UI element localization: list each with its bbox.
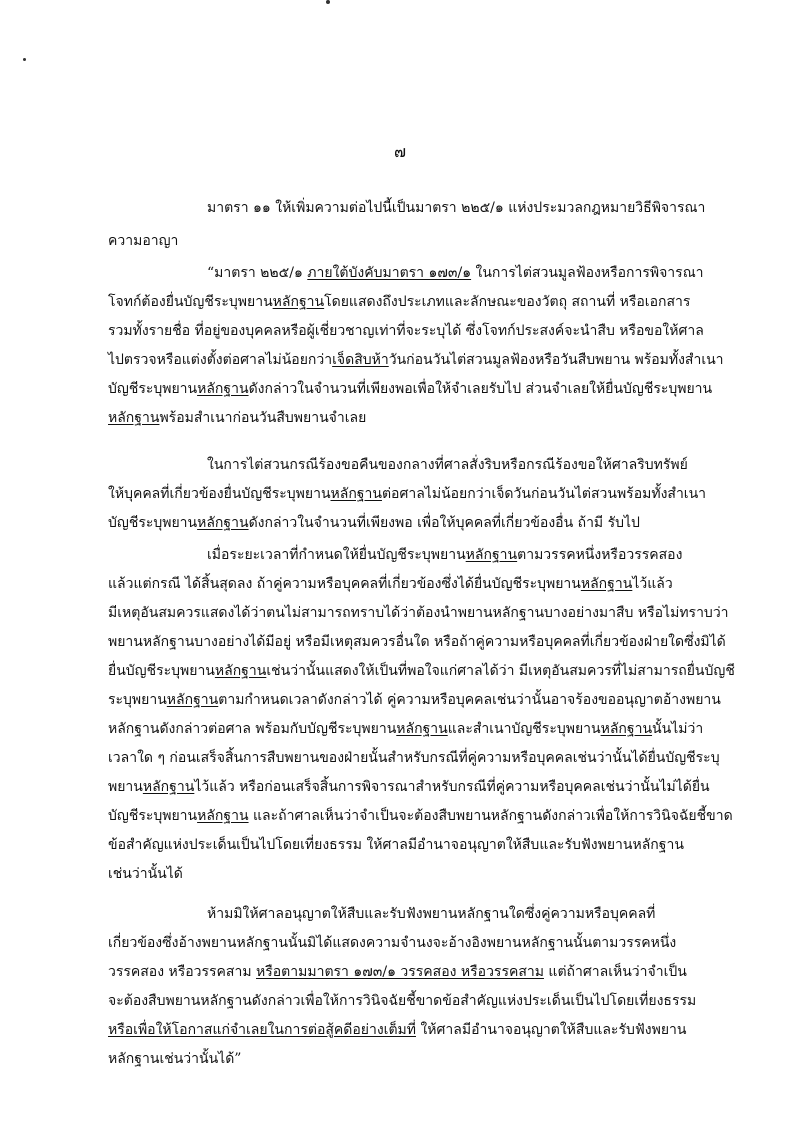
text-run: ในการไต่สวนมูลฟ้องหรือการพิจารณา [471, 265, 704, 281]
text-line [108, 661, 735, 681]
underlined-text: หลักฐาน [166, 692, 219, 708]
text-run: ความอาญา [108, 233, 179, 249]
text-line [108, 690, 721, 710]
underlined-text: หลักฐาน [396, 721, 448, 737]
text-run: ข้อสำคัญแห่งประเด็นเป็นไปโดยเที่ยงธรรม ให้ศาลมีอำนาจอนุญาตให้สืบและรับฟังพยานหลักฐาน [108, 837, 684, 853]
underlined-text: หลักฐาน [330, 486, 382, 502]
underlined-text: หลักฐาน [465, 547, 518, 563]
page-number: ๗ [393, 142, 407, 161]
text-run: วรรคสอง หรือวรรคสาม [108, 964, 257, 980]
text-line [207, 545, 687, 565]
text-line [108, 1049, 688, 1069]
text-run: ตามวรรคหนึ่งหรือวรรคสอง [517, 547, 683, 563]
text-line [108, 748, 720, 768]
text-run: เกี่ยวข้องซึ่งอ้างพยานหลักฐานนั้นมิได้แสดงความจำนงจะอ้างอิงพยานหลักฐานนั้นตามวรรคหนึ่ง [108, 935, 677, 951]
text-line [108, 991, 697, 1011]
text-run: ให้ศาลมีอำนาจอนุญาตให้สืบและรับฟังพยาน [416, 1022, 687, 1038]
text-line [108, 231, 688, 251]
text-run: แล้วแต่กรณี ได้สิ้นสุดลง ถ้าคู่ความหรือบุคคลที่เกี่ยวข้องซึ่งได้ยื่นบัญชีระบุพยาน [108, 576, 581, 592]
text-run: บัญชีระบุพยาน [108, 808, 198, 824]
underlined-text: หลักฐาน [197, 808, 249, 824]
underlined-text: หลักฐาน [272, 294, 325, 310]
text-run: แต่ถ้าศาลเห็นว่าจำเป็น [543, 964, 687, 980]
text-run: ให้บุคคลที่เกี่ยวข้องยื่นบัญชีระบุพยาน [108, 486, 331, 502]
text-line [108, 864, 688, 884]
text-run: ตามกำหนดเวลาดังกล่าวได้ คู่ความหรือบุคคลเช่นว่านั้นอาจร้องขออนุญาตอ้างพยาน [218, 692, 721, 708]
text-run: หลักฐานดังกล่าวต่อศาล พร้อมกับบัญชีระบุพยาน [108, 721, 397, 737]
text-run: จะต้องสืบพยานหลักฐานดังกล่าวเพื่อให้การวินิจฉัยชี้ขาดข้อสำคัญแห่งประเด็นเป็นไปโดยเที่ยงธรรม [108, 993, 697, 1009]
text-run: ต่อศาลไม่น้อยกว่าเจ็ดวันก่อนวันไต่สวนพร้อมทั้งสำเนา [381, 486, 707, 502]
text-run: ไว้แล้ว หรือก่อนเสร็จสิ้นการพิจารณาสำหรับกรณีที่คู่ความหรือบุคคลเช่นว่านั้นไม่ได้ยื่น [194, 779, 710, 795]
underlined-text: หลักฐาน [600, 721, 653, 737]
text-line [108, 603, 729, 623]
text-run: โจทก์ต้องยื่นบัญชีระบุพยาน [108, 294, 273, 310]
text-run: มีเหตุอันสมควรแสดงได้ว่าตนไม่สามารถทราบได้ว่าต้องนำพยานหลักฐานบางอย่างมาสืบ หรือไม่ทราบว่า [108, 605, 729, 621]
text-run: “มาตรา ๒๒๕/๑ [207, 265, 308, 281]
text-run: เช่นว่านั้นแสดงให้เป็นที่พอใจแก่ศาลได้ว่า มีเหตุอันสมควรที่ไม่สามารถยื่นบัญชี [266, 663, 735, 679]
text-line [108, 350, 724, 370]
underlined-text: หลักฐาน [142, 779, 195, 795]
text-line [108, 777, 710, 797]
text-line [108, 1020, 688, 1040]
text-line [108, 574, 688, 594]
text-line [108, 292, 691, 312]
underlined-text: หลักฐาน [108, 410, 160, 426]
text-run: พร้อมสำเนาก่อนวันสืบพยานจำเลย [159, 410, 367, 426]
text-run: ห้ามมิให้ศาลอนุญาตให้สืบและรับฟังพยานหลักฐานใดซึ่งคู่ความหรือบุคคลที่ [207, 906, 656, 922]
text-line [108, 379, 713, 399]
text-run: บัญชีระบุพยาน [108, 381, 198, 397]
text-run: เช่นว่านั้นได้ [108, 866, 183, 882]
text-run: ดังกล่าวในจำนวนที่เพียงพอเพื่อให้จำเลยรับไป ส่วนจำเลยให้ยื่นบัญชีระบุพยาน [248, 381, 713, 397]
text-line [207, 263, 704, 283]
underlined-text: ภายใต้บังคับมาตรา ๑๗๓/๑ [307, 265, 472, 281]
text-line [108, 962, 688, 982]
underlined-text: หรือเพื่อให้โอกาสแก่จำเลยในการต่อสู้คดีอย่างเต็มที่ [108, 1022, 416, 1038]
text-line [207, 455, 687, 475]
text-run: ยื่นบัญชีระบุพยาน [108, 663, 215, 679]
underlined-text: หลักฐาน [214, 663, 267, 679]
text-run: ในการไต่สวนกรณีร้องขอคืนของกลางที่ศาลสั่งริบหรือกรณีร้องขอให้ศาลริบทรัพย์ [207, 457, 688, 473]
text-run: ไปตรวจหรือแต่งตั้งต่อศาลไม่น้อยกว่า [108, 352, 333, 368]
text-line [108, 719, 704, 739]
underlined-text: หลักฐาน [580, 576, 633, 592]
text-line [108, 632, 726, 652]
text-run: พยานหลักฐานบางอย่างได้มีอยู่ หรือมีเหตุสมควรอื่นใด หรือถ้าคู่ความหรือบุคคลที่เกี่ยวข้องฝ่ายใดซึ่งมิได้ [108, 634, 726, 650]
text-run: และสำเนาบัญชีระบุพยาน [447, 721, 601, 737]
text-line [207, 904, 687, 924]
underlined-text: หลักฐาน [197, 381, 249, 397]
text-line [108, 408, 688, 428]
underlined-text: หลักฐาน [197, 515, 249, 531]
text-run: เวลาใด ๆ ก่อนเสร็จสิ้นการสืบพยานของฝ่ายนั้นสำหรับกรณีที่คู่ความหรือบุคคลเช่นว่านั้นได้ยื่นบัญชีระบุ [108, 750, 720, 766]
underlined-text: หรือตามมาตรา ๑๗๓/๑ วรรคสอง หรือวรรคสาม [256, 964, 544, 980]
underlined-text: เจ็ดสิบห้า [332, 352, 389, 368]
text-run: วันก่อนวันไต่สวนมูลฟ้องหรือวันสืบพยาน พร้อมทั้งสำเนา [388, 352, 724, 368]
text-run: ดังกล่าวในจำนวนที่เพียงพอ เพื่อให้บุคคลที่เกี่ยวข้องอื่น ถ้ามี รับไป [248, 515, 640, 531]
text-line [207, 198, 706, 218]
text-run: และถ้าศาลเห็นว่าจำเป็นจะต้องสืบพยานหลักฐานดังกล่าวเพื่อให้การวินิจฉัยชี้ขาด [248, 808, 733, 824]
scan-speck [326, 0, 330, 4]
text-run: ไว้แล้ว [632, 576, 673, 592]
text-line [108, 933, 688, 953]
text-line [108, 484, 707, 504]
text-run: เมื่อระยะเวลาที่กำหนดให้ยื่นบัญชีระบุพยาน [207, 547, 466, 563]
text-run: หลักฐานเช่นว่านั้นได้” [108, 1051, 242, 1067]
text-run: บัญชีระบุพยาน [108, 515, 198, 531]
text-run: โดยแสดงถึงประเภทและลักษณะของวัตถุ สถานที่ หรือเอกสาร [324, 294, 691, 310]
text-run: นั้นไม่ว่า [652, 721, 704, 737]
text-run: มาตรา ๑๑ ให้เพิ่มความต่อไปนี้เป็นมาตรา ๒๒๕/๑ แห่งประมวลกฎหมายวิธีพิจารณา [207, 200, 706, 216]
text-run: พยาน [108, 779, 143, 795]
scan-speck [23, 58, 26, 61]
text-line [108, 806, 733, 826]
text-line [108, 835, 688, 855]
text-run: ระบุพยาน [108, 692, 167, 708]
text-line [108, 321, 704, 341]
text-line [108, 513, 688, 533]
text-run: รวมทั้งรายชื่อ ที่อยู่ของบุคคลหรือผู้เชี่ยวชาญเท่าที่จะระบุได้ ซึ่งโจทก์ประสงค์จะนำสืบ หรือขอให้ศาล [108, 323, 704, 339]
